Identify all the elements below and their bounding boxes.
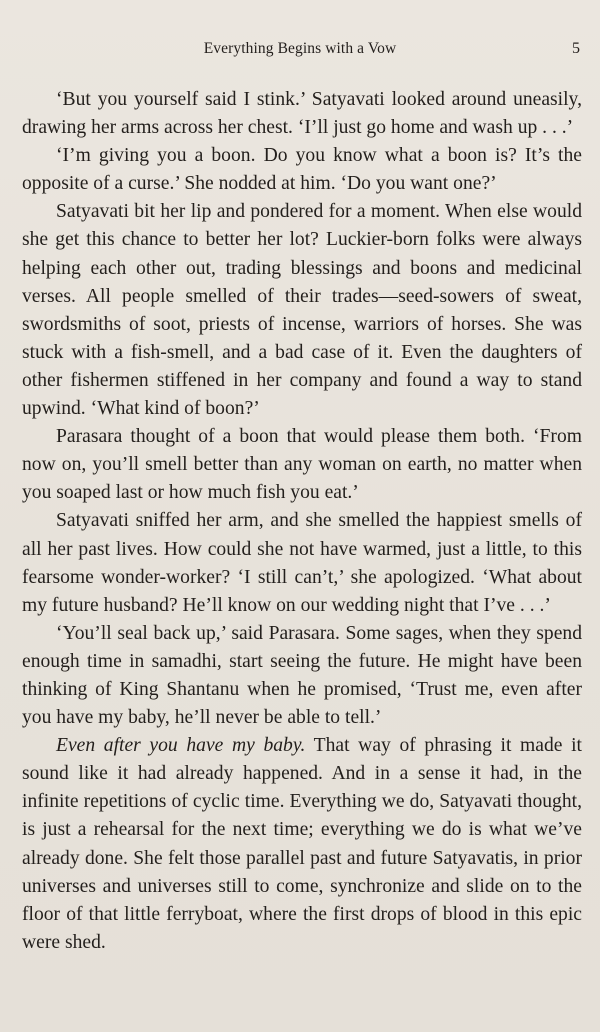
paragraph: Satyavati bit her lip and pondered for a moment. When else would she get this chance to better her lot? Luckier-born folks were always helping each other out, trading blessings and boons and medicinal verses. All people smelled of their trades—seed-sowers of sweat, swordsmiths of soot, priests of incense, warriors of horses. She was stuck with a fish-smell, and a bad case of it. Even the daughters of other fishermen stiffened in her company and found a way to stand upwind. ‘What kind of boon?’ bbox=[22, 201, 582, 420]
page-number: 5 bbox=[572, 40, 580, 57]
paragraph: Satyavati sniffed her arm, and she smelled the happiest smells of all her past lives. How could she not have warmed, just a little, to this fearsome wonder-worker? ‘I still can’t,’ she apologized. ‘What about my future husband? He’ll know on our wedding night that I’ve . . .’ bbox=[22, 510, 582, 616]
italic-lead: Even after you have my baby. bbox=[56, 735, 306, 757]
paragraph: ‘But you yourself said I stink.’ Satyavati looked around uneasily, drawing her arms across her chest. ‘I’ll just go home and wash up . . .’ bbox=[22, 89, 582, 139]
paragraph: Parasara thought of a boon that would please them both. ‘From now on, you’ll smell better than any woman on earth, no matter when you soaped last or how much fish you eat.’ bbox=[22, 426, 582, 504]
paragraph: ‘I’m giving you a boon. Do you know what a boon is? It’s the opposite of a curse.’ She nodded at him. ‘Do you want one?’ bbox=[22, 145, 582, 195]
paragraph: ‘You’ll seal back up,’ said Parasara. Some sages, when they spend enough time in samadhi, start seeing the future. He might have been thinking of King Shantanu when he promised, ‘Trust me, even after you have my baby, he’ll never be able to tell.’ bbox=[22, 622, 582, 729]
final-paragraph-text: That way of phrasing it made it sound like it had already happened. And in a sense it had, in the infinite repetitions of cyclic time. Everything we do, Satyavati thought, is just a rehearsal for the next time; everything we do is what we’ve already done. She felt those parallel past and future Satyavatis, in prior universes and universes still to come, synchronize and slide on to the floor of that little ferryboat, where the first drops of blood in this epic were shed. bbox=[22, 735, 582, 953]
body-text bbox=[22, 86, 582, 957]
running-head bbox=[0, 40, 600, 64]
running-title: Everything Begins with a Vow bbox=[203, 40, 397, 57]
final-paragraph bbox=[22, 732, 582, 957]
